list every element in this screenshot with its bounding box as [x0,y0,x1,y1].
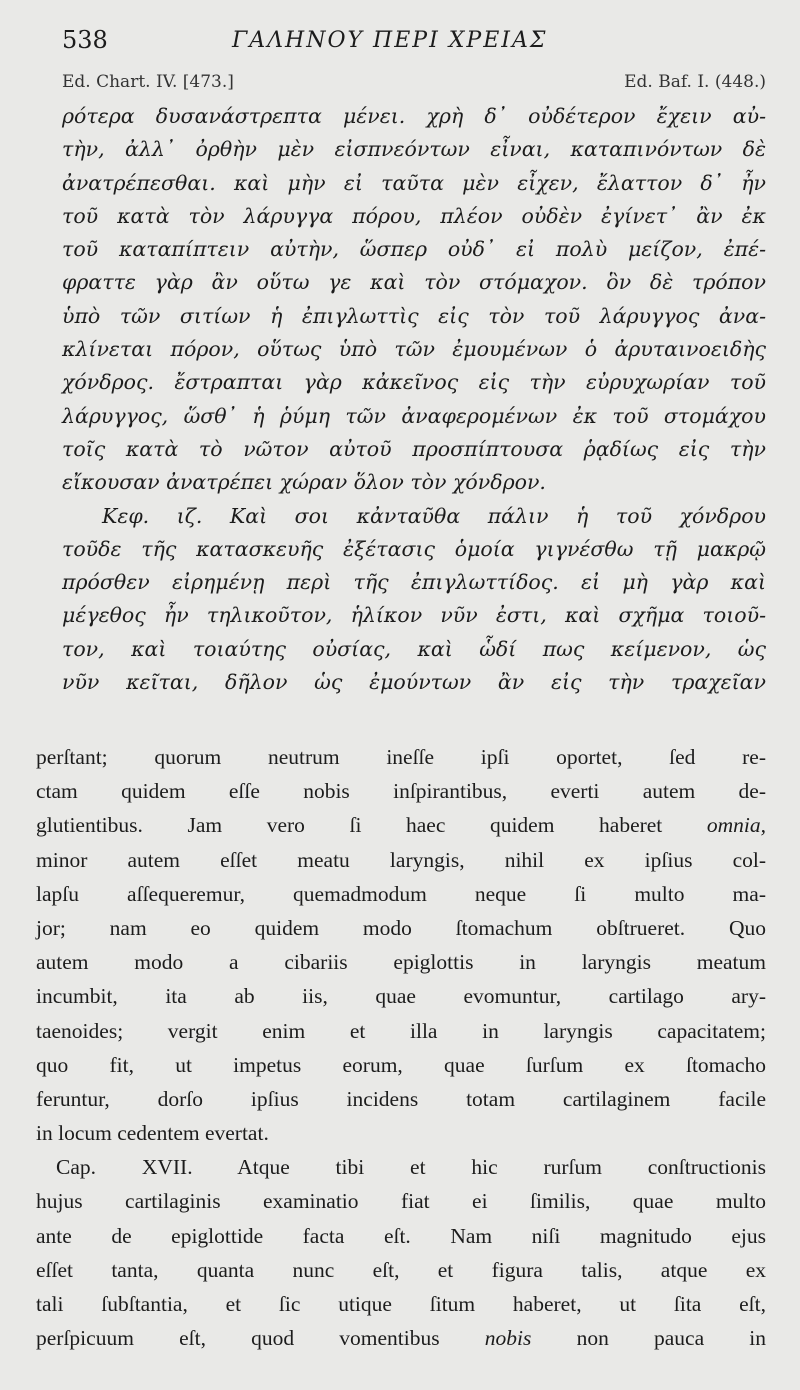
latin-line: tali ſubſtantia, et ſic utique ſitum haberet, ut ſita eſt, [36,1292,766,1316]
latin-line-text: perſpicuum eſt, quod vomentibus [36,1326,440,1351]
latin-line: quo fit, ut impetus eorum, quae ſurſum ex ſtomacho [36,1052,766,1077]
greek-line: φραττε γὰρ ἂν οὕτω γε καὶ τὸν στόμαχον. ὃν δὲ τρόπον [62,270,766,295]
latin-line [36,1321,766,1355]
greek-line: εἴκουσαν ἀνατρέπει χώραν ὅλον τὸν χόνδρον. [62,470,546,495]
edition-chartier: Ed. Chart. IV. [473.] [62,72,234,92]
latin-line: ctam quidem eſſe nobis inſpirantibus, everti autem de- [36,779,766,804]
greek-line: ὑπὸ τῶν σιτίων ἡ ἐπιγλωττὶς εἰς τὸν τοῦ λάρυγγος ἀνα- [62,303,766,328]
latin-italic-word: omnia, [706,813,766,838]
latin-line: in locum cedentem evertat. [36,1121,269,1146]
latin-line-text: non pauca in [576,1326,766,1351]
running-head [62,22,762,62]
latin-line: jor; nam eo quidem modo ſtomachum obſtrueret. Quo [36,915,766,940]
greek-line: τον, καὶ τοιαύτης οὐσίας, καὶ ὧδί πως κείμενον, ὡς [62,636,766,661]
greek-text-block [62,100,766,699]
greek-line: τὴν, ἀλλ᾽ ὀρθὴν μὲν εἰσπνεόντων εἶναι, καταπινόντων δὲ [62,137,766,162]
page-number: 538 [62,26,108,54]
greek-line: χόνδρος. ἔστραπται γὰρ κἀκεῖνος εἰς τὴν εὐρυχωρίαν τοῦ [62,370,766,395]
latin-line: incumbit, ita ab iis, quae evomuntur, cartilago ary- [36,984,766,1009]
greek-line: μέγεθος ἦν τηλικοῦτον, ἡλίκον νῦν ἐστι, καὶ σχῆμα τοιοῦ- [62,603,766,628]
greek-line: τοῦ καταπίπτειν αὐτὴν, ὥσπερ οὐδ᾽ εἰ πολὺ μείζον, ἐπέ- [62,237,766,262]
latin-line [36,808,766,842]
latin-line: eſſet tanta, quanta nunc eſt, et figura talis, atque ex [36,1257,766,1282]
greek-chapter-heading-line: Κεφ. ιζ. Καὶ σοι κἀνταῦθα πάλιν ἡ τοῦ χόνδρου [102,503,766,528]
latin-chapter-heading-line: Cap. XVII. Atque tibi et hic rurſum conſtructionis [56,1155,766,1180]
latin-italic-word: nobis [484,1326,532,1351]
greek-line: ρότερα δυσανάστρεπτα μένει. χρὴ δ᾽ οὐδέτερον ἔχειν αὐ- [62,104,766,128]
greek-line: ἀνατρέπεσθαι. καὶ μὴν εἰ ταῦτα μὲν εἶχεν, ἔλαττον δ᾽ ἦν [62,170,766,195]
greek-line: λάρυγγος, ὥσθ᾽ ἡ ῥύμη τῶν ἀναφερομένων ἐκ τοῦ στομάχου [62,403,766,428]
latin-line: lapſu aſſequeremur, quemadmodum neque ſi multo ma- [36,881,766,906]
latin-line: taenoides; vergit enim et illa in laryngis capacitatem; [36,1018,766,1043]
greek-line: πρόσθεν εἰρημένῃ περὶ τῆς ἐπιγλωττίδος. εἰ μὴ γὰρ καὶ [62,570,766,595]
greek-line: τοῦδε τῆς κατασκευῆς ἐξέτασις ὁμοία γιγνέσθω τῇ μακρῷ [62,536,766,561]
greek-line: κλίνεται πόρον, οὕτως ὑπὸ τῶν ἐμουμένων ὁ ἀρυταινοειδὴς [62,337,766,362]
running-title: ΓΑΛΗΝΟΥ ΠΕΡΙ ΧΡΕΙΑΣ [232,28,548,53]
greek-line: νῦν κεῖται, δῆλον ὡς ἐμούντων ἂν εἰς τὴν τραχεῖαν [62,670,766,695]
latin-text-block [36,740,766,1355]
latin-line: ante de epiglottide facta eſt. Nam niſi magnitudo ejus [36,1223,766,1248]
greek-line: τοῖς κατὰ τὸ νῶτον αὐτοῦ προσπίπτουσα ῥᾳδίως εἰς τὴν [62,436,766,461]
latin-line: hujus cartilaginis examinatio fiat ei ſimilis, quae multo [36,1189,766,1214]
latin-line-text: glutientibus. Jam vero ſi haec quidem haberet [36,813,663,838]
latin-line: feruntur, dorſo ipſius incidens totam cartilaginem facile [36,1086,766,1111]
edition-basel: Ed. Baf. I. (448.) [624,72,766,92]
latin-line: minor autem eſſet meatu laryngis, nihil ex ipſius col- [36,847,766,872]
greek-line: τοῦ κατὰ τὸν λάρυγγα πόρου, πλέον οὐδὲν ἐγίνετ᾽ ἂν ἐκ [62,203,766,228]
edition-references [62,72,766,98]
latin-line: perſtant; quorum neutrum ineſſe ipſi oportet, ſed re- [36,745,766,769]
latin-line: autem modo a cibariis epiglottis in laryngis meatum [36,950,766,975]
